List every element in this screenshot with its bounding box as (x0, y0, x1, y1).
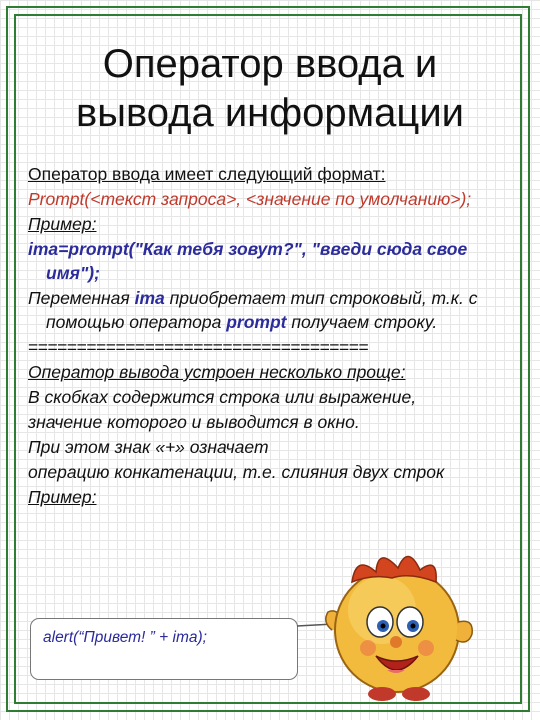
output-text-2: значение которого и выводится в окно. (28, 412, 360, 432)
kolobok-mascot-icon (292, 538, 482, 708)
output-text-1: В скобках содержится строка или выражение, (28, 387, 417, 407)
explanation-text-1: Переменная (28, 288, 135, 308)
output-text-3: При этом знак «+» означает (28, 437, 269, 457)
alert-code: alert(“Привет! ” + ima); (43, 629, 207, 646)
output-heading: Оператор вывода устроен несколько проще: (28, 362, 406, 382)
example-label-1: Пример: (28, 214, 97, 234)
title-line-2: вывода информации (75, 91, 465, 135)
code-example-box (30, 618, 298, 680)
title-line-1: Оператор ввода и (102, 42, 438, 86)
prompt-keyword: prompt (226, 312, 287, 332)
separator-line: =================================== (28, 337, 369, 357)
variable-explanation (28, 286, 514, 334)
variable-name: ima (134, 288, 165, 308)
slide-title (20, 40, 520, 138)
input-format-heading: Оператор ввода имеет следующий формат: (28, 164, 386, 184)
prompt-example: ima=prompt("Как тебя зовут?", "введи сюда свое имя"); (28, 239, 468, 283)
output-text-4: операцию конкатенации, т.е. слияния двух строк (28, 462, 445, 482)
explanation-text-3: получаем строку. (286, 312, 438, 332)
slide-content (28, 162, 514, 510)
example-label-2: Пример: (28, 487, 97, 507)
prompt-syntax: Prompt(<текст запроса>, <значение по умолчанию>); (28, 189, 472, 209)
explanation-text-2: приобретает тип строковый, т.к. с помощью оператора (46, 288, 478, 332)
